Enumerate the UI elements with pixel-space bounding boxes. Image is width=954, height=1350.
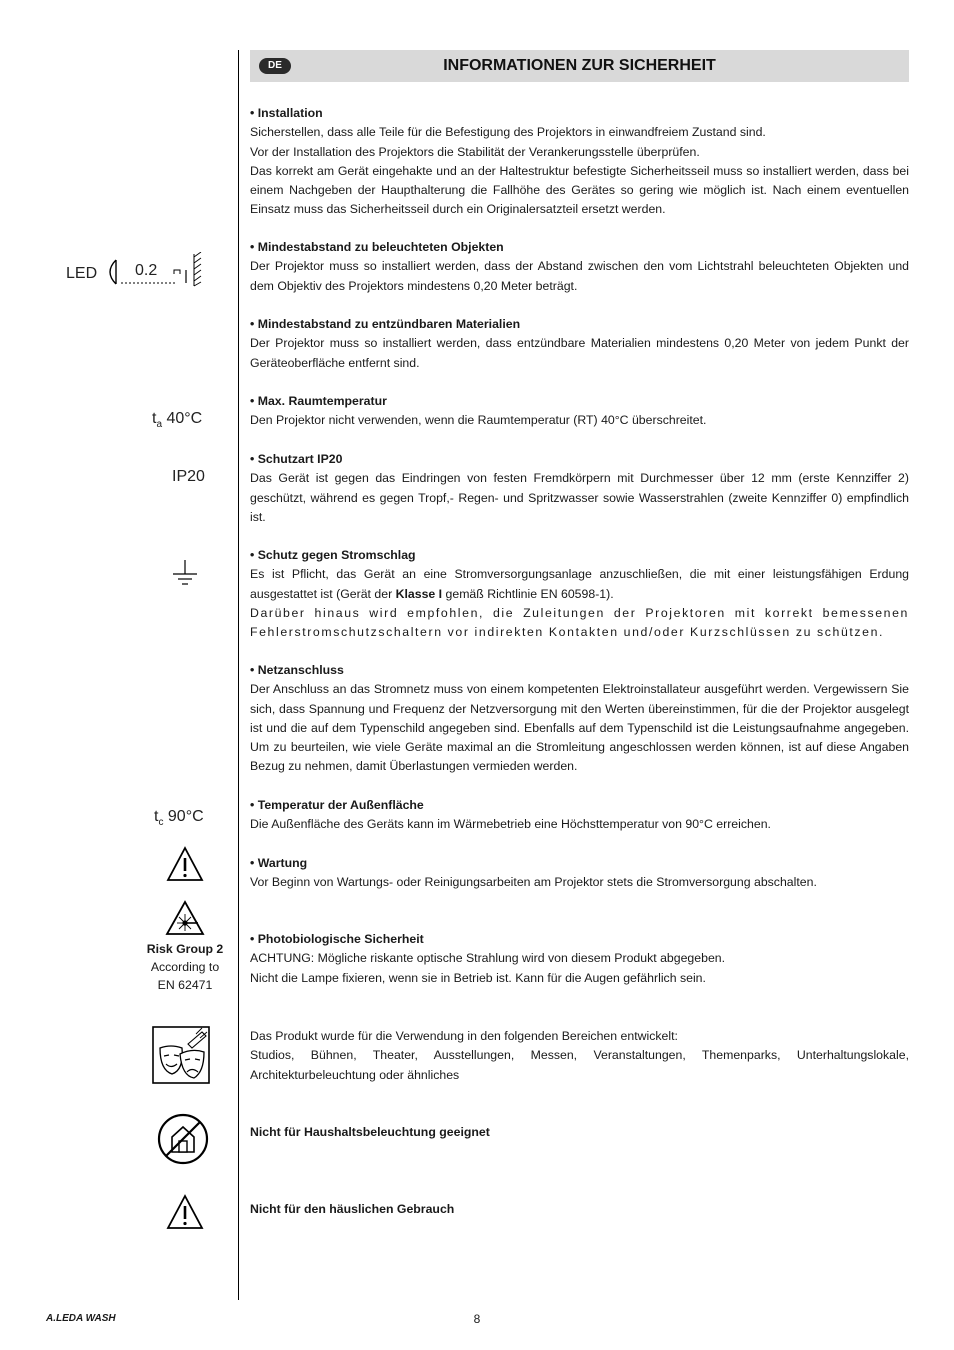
section-text-b: gemäß Richtlinie EN 60598-1). (442, 586, 614, 601)
section-title: Nicht für Haushaltsbeleuchtung geeignet (250, 1125, 490, 1139)
section-text: Der Anschluss an das Stromnetz muss von einem kompetenten Elektroinstallateur ausgeführt werden. Vergewissern Sie sich, dass Spannung und Frequenz der Netzversorgung mit den Werten übereinstimmen, für die der Projektor ausgelegt ist und die auf dem Typenschild angegeben sind. Ebenfalls auf dem Typenschild ist die Leistungsaufnahme angegeben. Um zu beurteilen, wie viele Geräte maximal an die Stromleitung angeschlossen werden können, ist auf diese Angaben Bezug zu nehmen, damit Überlastungen vermieden werden. (250, 682, 909, 774)
section-title: • Wartung (250, 856, 308, 870)
tc-symbol: t (154, 808, 159, 825)
section-min-distance-lit (250, 238, 909, 296)
section-text: Das Gerät ist gegen das Eindringen von festen Fremdkörpern mit Durchmesser über 12 mm (erste Kennziffer 2) geschützt, während es gegen Tropf,- Regen- und Spritzwasser sowie Wasserstrahlen (zweite Kennziffer 0) empfindlich ist. (250, 471, 909, 524)
page-number: 8 (473, 1312, 481, 1326)
no-household-icon (156, 1112, 210, 1166)
section-text (250, 565, 909, 604)
section-mains-connection (250, 661, 909, 777)
section-title: • Schutzart IP20 (250, 452, 343, 466)
section-title: • Photobiologische Sicherheit (250, 932, 424, 946)
risk-group-label (130, 940, 240, 994)
risk-group-line3: EN 62471 (157, 978, 213, 992)
section-text: Die Außenfläche des Geräts kann im Wärmebetrieb eine Höchsttemperatur von 90°C erreichen. (250, 817, 771, 832)
tc-value: 90°C (167, 808, 204, 825)
section-text: Sicherstellen, dass alle Teile für die Befestigung des Projektors in einwandfreiem Zustand sind. Vor der Installation des Projektors die Stabilität der Verankerungsstelle überprüfen. Das korrekt am Gerät eingehakte und an der Haltestruktur befestigte Sicherheitsseil muss so installiert werden, dass bei einem Nachgeben der Haupthalterung die Fallhöhe des Gerätes so gering wie möglich ist. Nach einem eventuellen Einsatz muss das Sicherheitsseil durch ein Originalersatzteil ersetzt werden. (250, 125, 909, 217)
led-distance-symbol (66, 252, 216, 292)
class-label: Klasse I (395, 586, 443, 601)
section-title: • Mindestabstand zu beleuchteten Objekten (250, 240, 504, 254)
section-text: Den Projektor nicht verwenden, wenn die Raumtemperatur (RT) 40°C überschreitet. (250, 413, 707, 428)
section-title: • Netzanschluss (250, 663, 344, 677)
section-min-distance-flammable (250, 315, 909, 373)
section-protection-ip20 (250, 450, 909, 527)
section-text: ACHTUNG: Mögliche riskante optische Strahlung wird von diesem Produkt abgegeben. Nicht die Lampe fixieren, wenn sie in Betrieb ist. Kann für die Augen gefährlich sein. (250, 951, 726, 985)
section-header (250, 50, 909, 82)
section-text-c: Darüber hinaus wird empfohlen, die Zuleitungen der Projektoren mit korrekt bemessenen Fehlerstromschutzschaltern vor indirekten Kontakten und/oder Kurzschlüssen zu schützen. (250, 605, 909, 640)
ta-value: 40°C (166, 410, 203, 427)
section-title: • Schutz gegen Stromschlag (250, 548, 416, 562)
earth-ground-icon (170, 558, 200, 588)
case-temp-symbol (154, 808, 204, 828)
section-title: Nicht für den häuslichen Gebrauch (250, 1202, 455, 1216)
section-text: Der Projektor muss so installiert werden, dass der Abstand zwischen den vom Lichtstrahl beleuchteten Objekten und dem Objektiv des Projektors mindestens 0,20 Meter beträgt. (250, 259, 909, 293)
laser-radiation-icon (165, 900, 205, 936)
section-usage (250, 1027, 909, 1085)
theater-masks-icon (152, 1026, 210, 1084)
section-not-household (250, 1123, 909, 1142)
section-title: • Mindestabstand zu entzündbaren Materialien (250, 317, 521, 331)
language-badge: DE (259, 58, 291, 74)
ta-symbol: t (152, 410, 157, 427)
page-title: INFORMATIONEN ZUR SICHERHEIT (443, 57, 716, 74)
risk-group-title: Risk Group 2 (146, 942, 224, 956)
section-text: Vor Beginn von Wartungs- oder Reinigungsarbeiten am Projektor stets die Stromversorgung abschalten. (250, 875, 817, 890)
section-not-domestic (250, 1200, 909, 1219)
section-text: Der Projektor muss so installiert werden, dass entzündbare Materialien mindestens 0,20 Meter von jedem Punkt der Geräteoberfläche entfernt sind. (250, 336, 909, 370)
section-maintenance (250, 854, 909, 893)
divider-line (238, 50, 239, 1300)
section-shock-protection (250, 546, 909, 642)
tc-subscript: c (158, 817, 164, 829)
ta-subscript: a (156, 419, 163, 431)
section-text: Das Produkt wurde für die Verwendung in den folgenden Bereichen entwickelt: Studios, Bühnen, Theater, Ausstellungen, Messen, Veranstaltungen, Themenparks, Unterhaltungslokale, Architekturbeleuchtung oder ähnliches (250, 1029, 909, 1082)
section-installation (250, 104, 909, 220)
section-max-room-temp (250, 392, 909, 431)
section-title: • Max. Raumtemperatur (250, 394, 387, 408)
section-surface-temp (250, 796, 909, 835)
ambient-temp-symbol (152, 410, 202, 430)
section-photobiological (250, 930, 909, 988)
warning-triangle-icon-2 (166, 1194, 204, 1230)
section-text-a: Es ist Pflicht, das Gerät an eine Stromversorgungsanlage anzuschließen, die mit einer leistungsfähigen Erdung ausgestattet ist (Gerät der (250, 567, 909, 601)
led-distance-value: 0.2 (135, 262, 158, 279)
ip-rating-symbol: IP20 (172, 468, 205, 485)
risk-group-line2: According to (150, 960, 220, 974)
led-label: LED (66, 265, 98, 282)
warning-triangle-icon (166, 846, 204, 882)
footer-brand: A.LEDA WASH (46, 1313, 116, 1324)
section-title: • Temperatur der Außenfläche (250, 798, 424, 812)
section-title: • Installation (250, 106, 323, 120)
